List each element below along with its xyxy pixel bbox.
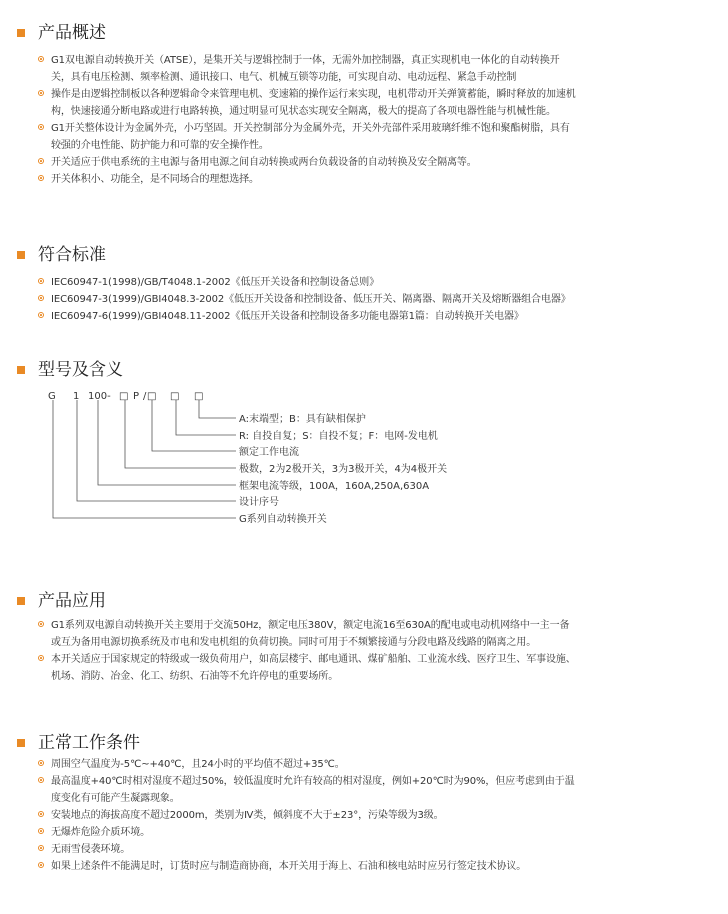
- circle-bullet-icon: [38, 312, 44, 318]
- section-marker-icon: [17, 739, 25, 747]
- list-item: 如果上述条件不能满足时，订货时应与制造商协商，本开关用于海上、石油和核电站时应另行签定技术协议。: [0, 858, 576, 875]
- circle-bullet-icon: [38, 862, 44, 868]
- section-model: [0, 359, 728, 539]
- circle-bullet-icon: [38, 777, 44, 783]
- overview-list: [0, 52, 728, 188]
- conditions-list: [0, 756, 728, 875]
- code-box: □: [194, 391, 204, 402]
- circle-bullet-icon: [38, 828, 44, 834]
- section-title: 正常工作条件: [38, 733, 140, 753]
- section-header: [0, 732, 728, 756]
- section-marker-icon: [17, 29, 25, 37]
- label-design: 设计序号: [239, 497, 279, 508]
- list-item: 无爆炸危险介质环境。: [0, 824, 576, 841]
- section-overview: [0, 22, 728, 185]
- section-header: [0, 590, 728, 614]
- label-poles: 极数，2为2极开关，3为3极开关，4为4极开关: [239, 464, 448, 475]
- section-title: 产品概述: [38, 23, 106, 43]
- list-item: G1开关整体设计为金属外壳，小巧坚固。开关控制部分为金属外壳，开关外壳部件采用玻璃纤维不饱和聚酯树脂，具有较强的介电性能、防护能力和可靠的安全操作性。: [0, 120, 576, 154]
- circle-bullet-icon: [38, 760, 44, 766]
- code-box: □: [147, 391, 157, 402]
- list-item: 开关体积小、功能全，是不同场合的理想选择。: [0, 171, 576, 188]
- bracket-lines: [53, 400, 236, 518]
- label-series: G系列自动转换开关: [239, 514, 327, 525]
- list-item: 最高温度+40℃时相对湿度不超过50%，较低温度时允许有较高的相对湿度，例如+20℃时为90%，但应考虑到由于温度变化有可能产生凝露现象。: [0, 773, 576, 807]
- list-item: 无雨雪侵袭环境。: [0, 841, 576, 858]
- list-item: IEC60947-6(1999)/GBI4048.11-2002《低压开关设备和控制设备多功能电器第1篇：自动转换开关电器》: [0, 308, 576, 325]
- label-mode: R: 自投自复；S：自投不复；F：电网-发电机: [239, 431, 438, 442]
- circle-bullet-icon: [38, 278, 44, 284]
- list-item: 开关适应于供电系统的主电源与备用电源之间自动转换或两台负载设备的自动转换及安全隔离等。: [0, 154, 576, 171]
- list-item: 操作是由逻辑控制板以各种逻辑命令来管理电机、变速箱的操作运行来实现，电机带动开关弹簧蓄能，瞬时释放的加速机构，快速接通分断电路或进行电路转换，通过明显可见状态实现安全隔离，极大的提高了各项电器性能与机械性能。: [0, 86, 576, 120]
- section-title: 产品应用: [38, 591, 106, 611]
- section-standards: [0, 244, 728, 322]
- circle-bullet-icon: [38, 295, 44, 301]
- section-marker-icon: [17, 251, 25, 259]
- code-p: P: [133, 391, 140, 402]
- code-series: 1: [73, 391, 80, 402]
- circle-bullet-icon: [38, 56, 44, 62]
- circle-bullet-icon: [38, 845, 44, 851]
- section-title: 型号及含义: [38, 360, 123, 380]
- circle-bullet-icon: [38, 655, 44, 661]
- section-header: [0, 244, 728, 268]
- code-g: G: [48, 391, 56, 402]
- circle-bullet-icon: [38, 124, 44, 130]
- model-code-diagram: [0, 359, 728, 539]
- section-application: [0, 590, 728, 682]
- circle-bullet-icon: [38, 811, 44, 817]
- label-frame: 框架电流等级，100A，160A,250A,630A: [239, 481, 430, 492]
- section-marker-icon: [17, 597, 25, 605]
- section-title: 符合标准: [38, 245, 106, 265]
- list-item: IEC60947-1(1998)/GB/T4048.1-2002《低压开关设备和控制设备总则》: [0, 274, 576, 291]
- list-item: 周围空气温度为-5℃~+40℃，且24小时的平均值不超过+35℃。: [0, 756, 576, 773]
- code-box: □: [119, 391, 129, 402]
- model-code: [48, 391, 203, 402]
- code-box: □: [170, 391, 180, 402]
- list-item: 安装地点的海拔高度不超过2000m，类别为Ⅳ类，倾斜度不大于±23°，污染等级为3级。: [0, 807, 576, 824]
- code-frame: 100-: [88, 391, 111, 402]
- label-current: 额定工作电流: [239, 447, 299, 458]
- list-item: G1系列双电源自动转换开关主要用于交流50Hz，额定电压380V，额定电流16至630A的配电或电动机网络中一主一备或互为备用电源切换系统及市电和发电机组的负荷切换。同时可用于不频繁接通与分段电路及线路的隔离之用。: [0, 617, 576, 651]
- list-item: 本开关适应于国家规定的特级或一级负荷用户，如高层楼宇、邮电通讯、煤矿船舶、工业流水线、医疗卫生、军事设施、机场、消防、冶金、化工、纺织、石油等不允许停电的重要场所。: [0, 651, 576, 685]
- section-header: [0, 22, 728, 46]
- section-conditions: [0, 732, 728, 872]
- standards-list: [0, 274, 728, 325]
- circle-bullet-icon: [38, 158, 44, 164]
- circle-bullet-icon: [38, 175, 44, 181]
- model-labels: [239, 412, 447, 525]
- application-list: [0, 617, 728, 685]
- label-type: A:末端型；B：具有缺相保护: [239, 414, 366, 425]
- list-item: IEC60947-3(1999)/GBI4048.3-2002《低压开关设备和控制设备、低压开关、隔离器、隔离开关及熔断器组合电器》: [0, 291, 576, 308]
- code-slash: /: [143, 391, 147, 402]
- circle-bullet-icon: [38, 90, 44, 96]
- circle-bullet-icon: [38, 621, 44, 627]
- list-item: G1双电源自动转换开关（ATSE），是集开关与逻辑控制于一体，无需外加控制器，真正实现机电一体化的自动转换开关，具有电压检测、频率检测、通讯接口、电气、机械互锁等功能，可实现自动、电动远程、紧急手动控制: [0, 52, 576, 86]
